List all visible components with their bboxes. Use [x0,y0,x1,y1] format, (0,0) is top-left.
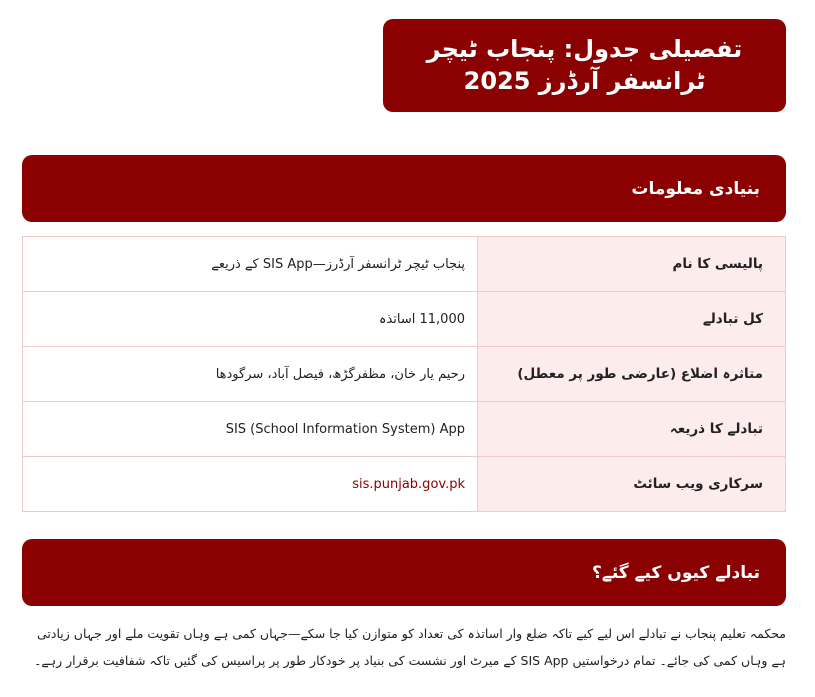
basic-info-table [22,236,786,512]
basic-info-header [22,155,786,222]
table-row [23,457,786,512]
affected-districts-value: رحیم یار خان، مظفرگڑھ، فیصل آباد، سرگودھا [23,347,478,402]
transfer-method-value: SIS (School Information System) App [23,402,478,457]
table-row [23,402,786,457]
policy-name-value: پنجاب ٹیچر ٹرانسفر آرڈرز—SIS App کے ذریعے [23,237,478,292]
basic-info-header-text: بنیادی معلومات [631,178,760,199]
policy-name-label: پالیسی کا نام [478,237,786,292]
why-transfers-paragraph: محکمہ تعلیم پنجاب نے تبادلے اس لیے کیے تاکہ ضلع وار اساتذہ کی تعداد کو متوازن کیا جا سکے—جہاں کمی ہے وہاں تقویت ملے اور جہاں زیادتی ہے وہاں کمی کی جائے۔ تمام درخواستیں SIS App کے میرٹ اور نشست کی بنیاد پر خودکار طور پر پراسیس کی گئیں تاکہ شفافیت برقرار رہے۔ [34,626,786,668]
table-row [23,347,786,402]
why-transfers-header-text: تبادلے کیوں کیے گئے؟ [592,563,760,583]
page-title [383,19,786,112]
table-row [23,237,786,292]
transfer-method-label: تبادلے کا ذریعہ [478,402,786,457]
total-transfers-value: 11,000 اساتذہ [23,292,478,347]
total-transfers-label: کل تبادلے [478,292,786,347]
official-website-link[interactable]: sis.punjab.gov.pk [23,457,478,512]
official-website-label: سرکاری ویب سائٹ [478,457,786,512]
page-title-text: تفصیلی جدول: پنجاب ٹیچر ٹرانسفر آرڈرز 2025 [426,35,743,95]
why-transfers-header [22,539,786,606]
table-row [23,292,786,347]
affected-districts-label: متاثرہ اضلاع (عارضی طور پر معطل) [478,347,786,402]
